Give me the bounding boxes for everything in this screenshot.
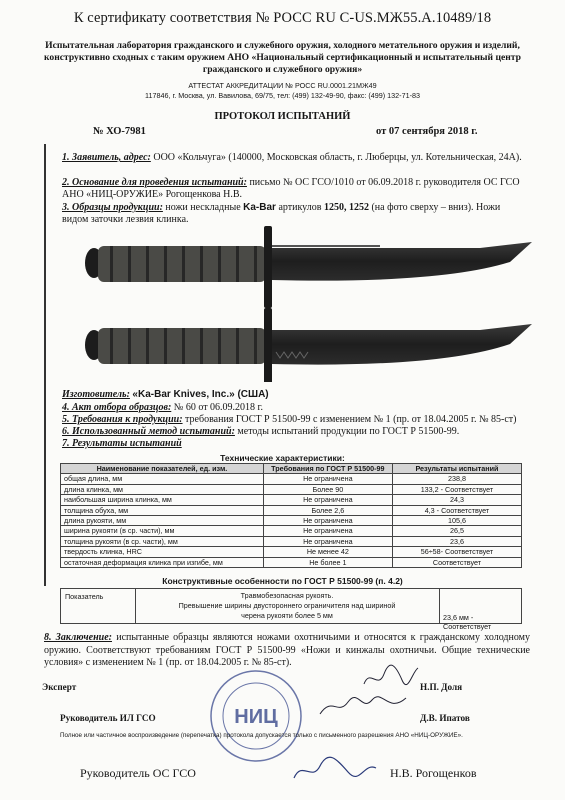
protocol-date: от 07 сентября 2018 г. (376, 126, 478, 137)
constr-req-line-1: Травмобезопасная рукоять. (240, 591, 334, 600)
constr-table (60, 588, 522, 631)
expert-name: Н.П. Доля (420, 682, 463, 692)
cell-requirement: Более 90 (263, 484, 392, 494)
tech-table-title: Технические характеристики: (220, 453, 345, 463)
lab-name: Испытательная лаборатория гражданского и служебного оружия, холодного метательного оружия и изделий, конструктивно сходных с таким оружием АНО «Национальный сертификационный и испытательный центр гражданского и служебного оружия» (44, 40, 521, 75)
protocol-title: ПРОТОКОЛ ИСПЫТАНИЙ (214, 111, 351, 122)
os-head-name: Н.В. Рогощенков (390, 766, 477, 780)
section-basis (62, 177, 524, 201)
cell-result: 26,5 (392, 526, 521, 536)
table-row (61, 484, 522, 494)
method-text: методы испытаний продукции по ГОСТ Р 51500-99. (237, 426, 460, 437)
tech-table-header (61, 464, 522, 474)
accreditation-block (60, 81, 505, 100)
cell-result: 133,2 - Соответствует (392, 484, 521, 494)
constr-label: Показатель (65, 592, 104, 601)
requirements-label: 5. Требования к продукции: (62, 414, 183, 425)
col-header-name: Наименование показателей, ед. изм. (61, 464, 264, 474)
section-requirements (62, 414, 524, 426)
constr-divider (135, 589, 136, 623)
table-row (61, 516, 522, 526)
cell-requirement: Не более 1 (263, 557, 392, 567)
head-label: Руководитель ИЛ ГСО (60, 713, 156, 723)
sampling-act-text: № 60 от 06.09.2018 г. (173, 402, 264, 413)
cell-requirement: Не менее 42 (263, 547, 392, 557)
cell-requirement: Не ограничена (263, 495, 392, 505)
col-header-requirement: Требования по ГОСТ Р 51500-99 (263, 464, 392, 474)
expert-label: Эксперт (42, 682, 77, 692)
cell-name: общая длина, мм (61, 474, 264, 484)
constr-requirement (137, 591, 437, 621)
cell-name: наибольшая ширина клинка, мм (61, 495, 264, 505)
margin-double-line (44, 144, 46, 586)
cell-requirement: Не ограничена (263, 516, 392, 526)
basis-label: 2. Основание для проведения испытаний: (62, 177, 247, 188)
constr-req-line-2: Превышение ширины двустороннего ограничителя над шириной (178, 601, 396, 610)
requirements-text: требования ГОСТ Р 51500-99 с изменением № 1 (пр. от 18.04.2005 г. № 85-ст) (185, 414, 517, 425)
cell-name: ширина рукояти (в ср. части), мм (61, 526, 264, 536)
table-row (61, 505, 522, 515)
cell-result: 238,8 (392, 474, 521, 484)
samples-articles: 1250, 1252 (323, 202, 369, 213)
constr-req-line-3: черена рукояти более 5 мм (241, 611, 333, 620)
cell-requirement: Не ограничена (263, 526, 392, 536)
head-name: Д.В. Ипатов (420, 713, 470, 723)
samples-text-b: артикулов (278, 202, 322, 213)
accreditation-number: АТТЕСТАТ АККРЕДИТАЦИИ № РОСС RU.0001.21МЖ49 (188, 81, 377, 90)
table-row (61, 557, 522, 567)
samples-text-a: ножи нескладные (165, 202, 241, 213)
table-row (61, 526, 522, 536)
os-head-label: Руководитель ОС ГСО (80, 766, 196, 780)
tech-table (60, 463, 522, 568)
cell-name: толщина обуха, мм (61, 505, 264, 515)
conclusion (44, 632, 530, 670)
samples-brand: Ka-Bar (243, 202, 276, 213)
cell-name: остаточная деформация клинка при изгибе, мм (61, 557, 264, 567)
cell-result: 24,3 (392, 495, 521, 505)
cell-requirement: Более 2,6 (263, 505, 392, 515)
method-label: 6. Использованный метод испытаний: (62, 426, 235, 437)
certificate-reference: К сертификату соответствия № РОСС RU C-US.МЖ55.А.10489/18 (73, 10, 492, 26)
cell-result: Соответствует (392, 557, 521, 567)
sampling-act-label: 4. Акт отбора образцов: (62, 402, 172, 413)
conclusion-text: испытанные образцы являются ножами охотничьими и относятся к гражданскому холодному оружию. Соответствуют требованиям ГОСТ Р 51500-99 «Ножи и кинжалы охотничьи. Общие технические условия» с изменением № 1 (пр. от 18.04.2005 г. № 85-ст). (44, 632, 531, 668)
table-row (61, 536, 522, 546)
basis-text: письмо № ОС ГСО/1010 от 06.09.2018 г. руководителя ОС ГСО АНО «НИЦ-ОРУЖИЕ» Рогощенкова Н.В. (62, 177, 520, 201)
conclusion-label: 8. Заключение: (44, 632, 112, 643)
table-row (61, 495, 522, 505)
section-sampling-act (62, 402, 524, 414)
reprint-note: Полное или частичное воспроизведение (перепечатка) протокола допускается только с письменного разрешения АНО «НИЦ-ОРУЖИЕ». (60, 732, 463, 739)
samples-label: 3. Образцы продукции: (62, 202, 163, 213)
stamp-seal (208, 668, 304, 764)
maker-name: «Ka-Bar Knives, Inc.» (США) (132, 389, 269, 400)
lab-address: 117846, г. Москва, ул. Вавилова, 69/75, тел: (499) 132-49-90, факс: (499) 132-71-83 (145, 90, 420, 100)
maker-label: Изготовитель: (62, 389, 130, 400)
cell-requirement: Не ограничена (263, 474, 392, 484)
cell-name: толщина рукояти (в ср. части), мм (61, 536, 264, 546)
os-head-signature (290, 752, 380, 786)
applicant-label: 1. Заявитель, адрес: (62, 152, 151, 163)
table-row (61, 474, 522, 484)
col-header-result: Результаты испытаний (392, 464, 521, 474)
samples-text-c: (на фото сверху – вниз). Ножи видом заточки лезвия клинка. (62, 202, 501, 226)
cell-result: 23,6 (392, 536, 521, 546)
head-signature (318, 692, 408, 720)
knife-1252 (85, 308, 532, 382)
knife-1250 (85, 226, 532, 308)
cell-name: длина клинка, мм (61, 484, 264, 494)
section-results (62, 438, 524, 450)
constr-result: 23,6 мм - Соответствует (443, 613, 492, 631)
table-row (61, 547, 522, 557)
expert-signature (360, 662, 420, 692)
cell-result: 4,3 - Соответствует (392, 505, 521, 515)
constr-divider (439, 589, 440, 623)
cell-requirement: Не ограничена (263, 536, 392, 546)
applicant-text: ООО «Кольчуга» (140000, Московская область, г. Люберцы, ул. Котельническая, 24А). (153, 152, 522, 163)
cell-result: 56÷58- Соответствует (392, 547, 521, 557)
knife-photo (80, 222, 540, 382)
results-label: 7. Результаты испытаний (62, 438, 182, 449)
cell-name: твердость клинка, HRC (61, 547, 264, 557)
section-method (62, 426, 524, 438)
constr-title: Конструктивные особенности по ГОСТ Р 51500-99 (п. 4.2) (162, 576, 403, 586)
protocol-number: № ХО-7981 (93, 126, 146, 137)
section-applicant (62, 152, 524, 164)
cell-result: 105,6 (392, 516, 521, 526)
section-maker (62, 389, 524, 401)
svg-text:НИЦ: НИЦ (234, 706, 278, 728)
cell-name: длина рукояти, мм (61, 516, 264, 526)
